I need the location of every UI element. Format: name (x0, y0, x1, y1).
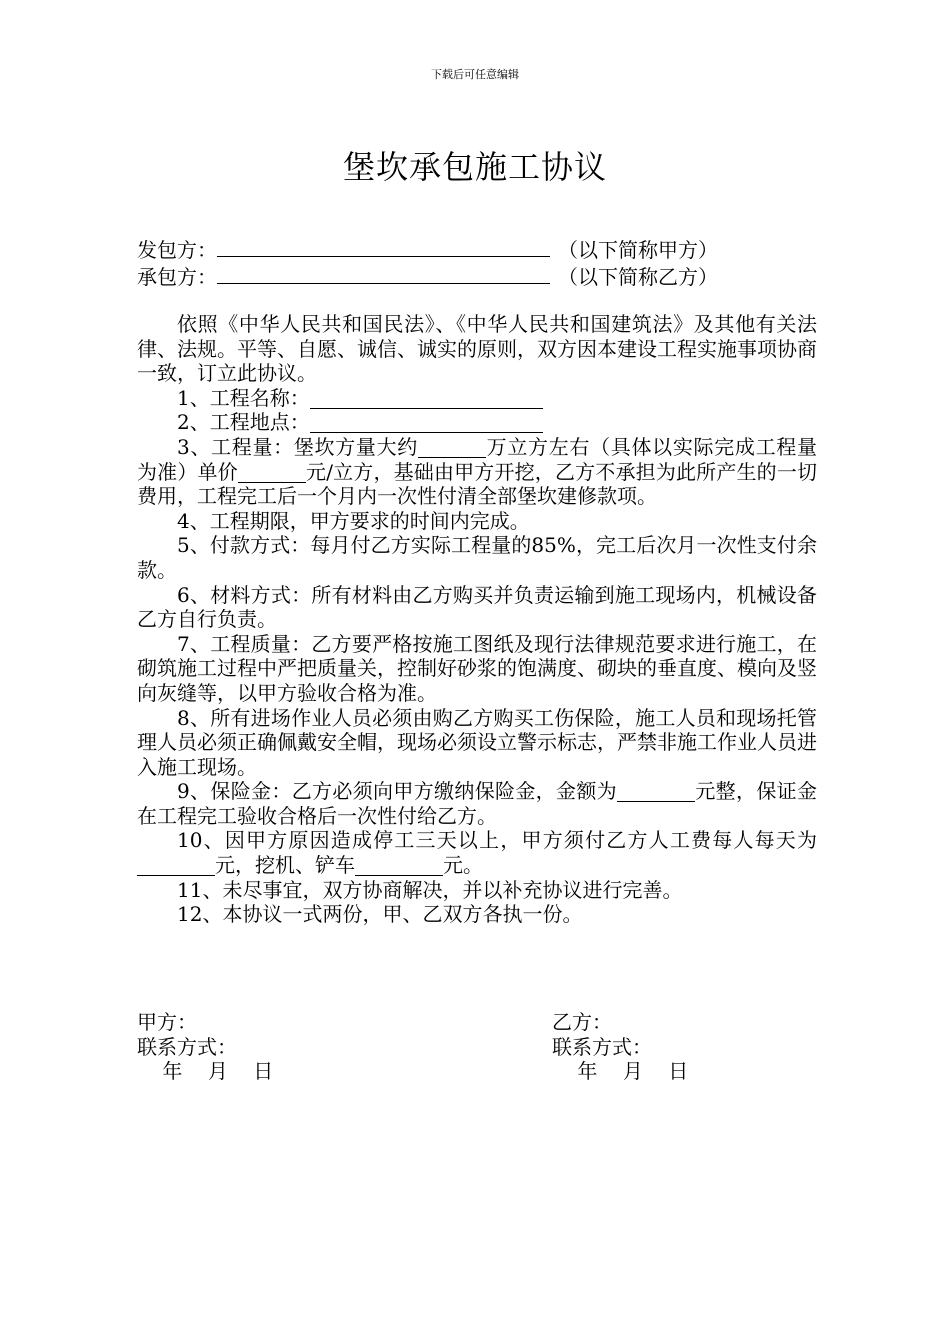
labor-fee-blank[interactable] (137, 855, 215, 876)
clause-10-part-c: 元。 (443, 853, 483, 878)
party-b-date: 年 月 日 (552, 1059, 689, 1084)
clause-9-part-b: 元整，保证金在工程完工验收合格后一次性付给乙方。 (137, 779, 818, 828)
parties-section (137, 236, 817, 289)
party-b-contact: 联系方式： (552, 1034, 652, 1059)
contractor-blank[interactable] (217, 263, 550, 284)
clause-11: 11、未尽事宜，双方协商解决，并以补充协议进行完善。 (177, 877, 683, 902)
volume-blank[interactable] (418, 437, 486, 458)
contractor-suffix: （以下简称乙方） (558, 264, 718, 289)
clause-12: 12、本协议一式两份，甲、乙双方各执一份。 (177, 902, 583, 927)
clause-1 (137, 386, 817, 411)
signature-left (137, 1010, 273, 1084)
clause-10 (137, 828, 817, 877)
party-a-date: 年 月 日 (137, 1059, 274, 1084)
clause-5: 5、付款方式：每月付乙方实际工程量的85%，完工后次月一次性支付余款。 (137, 533, 817, 582)
issuer-suffix: （以下简称甲方） (558, 238, 718, 262)
clause-3 (137, 435, 817, 509)
clause-9-part-a: 9、保险金：乙方必须向甲方缴纳保险金，金额为 (177, 779, 618, 804)
machinery-fee-blank[interactable] (355, 855, 443, 876)
clause-10-part-a: 10、因甲方原因造成停工三天以上，甲方须付乙方人工费每人每天为 (177, 828, 817, 853)
agreement-body (137, 312, 817, 927)
contractor-line (137, 263, 817, 290)
header-note: 下载后可任意编辑 (431, 68, 519, 81)
clause-3-part-a: 3、工程量：堡坎方量大约 (177, 434, 418, 459)
clause-6: 6、材料方式：所有材料由乙方购买并负责运输到施工现场内，机械设备乙方自行负责。 (137, 582, 817, 632)
contractor-label: 承包方： (137, 264, 217, 289)
clause-10-part-b: 元，挖机、铲车 (215, 853, 355, 878)
clause-8: 8、所有进场作业人员必须由购乙方购买工伤保险，施工人员和现场托管理人员必须正确佩戴安全帽，现场必须设立警示标志，严禁非施工作业人员进入施工现场。 (137, 705, 817, 779)
clause-3-part-b: 万立方左右（具体以实际完成工程量为准）单价 (137, 434, 817, 484)
intro-paragraph: 依照《中华人民共和国民法》、《中华人民共和国建筑法》及其他有关法律、法规。平等、自愿、诚信、诚实的原则，双方因本建设工程实施事项协商一致，订立此协议。 (137, 312, 817, 386)
signature-right (552, 1010, 688, 1084)
issuer-line (137, 236, 817, 263)
insurance-amount-blank[interactable] (617, 781, 695, 802)
document-title: 堡坎承包施工协议 (342, 148, 607, 186)
issuer-label: 发包方： (137, 238, 217, 262)
issuer-blank[interactable] (217, 236, 550, 257)
clause-9 (137, 779, 817, 828)
clause-1-label: 1、工程名称： (177, 385, 310, 410)
clause-4: 4、工程期限，甲方要求的时间内完成。 (177, 508, 530, 533)
unit-price-blank[interactable] (238, 462, 306, 483)
clause-7: 7、工程质量：乙方要严格按施工图纸及现行法律规范要求进行施工，在砌筑施工过程中严把质量关，控制好砂浆的饱满度、砌块的垂直度、模向及竖向灰缝等，以甲方验收合格为准。 (137, 631, 817, 705)
party-b-signature: 乙方： (552, 1010, 612, 1034)
project-name-blank[interactable] (310, 388, 543, 409)
clause-2 (137, 410, 817, 435)
party-a-signature: 甲方： (137, 1010, 197, 1034)
project-location-blank[interactable] (310, 412, 543, 433)
party-a-contact: 联系方式： (137, 1034, 237, 1059)
clause-3-part-c: 元/立方，基础由甲方开挖，乙方不承担为此所产生的一切费用，工程完工后一个月内一次性付清全部堡坎建修款项。 (137, 459, 818, 509)
clause-2-label: 2、工程地点： (177, 410, 310, 435)
